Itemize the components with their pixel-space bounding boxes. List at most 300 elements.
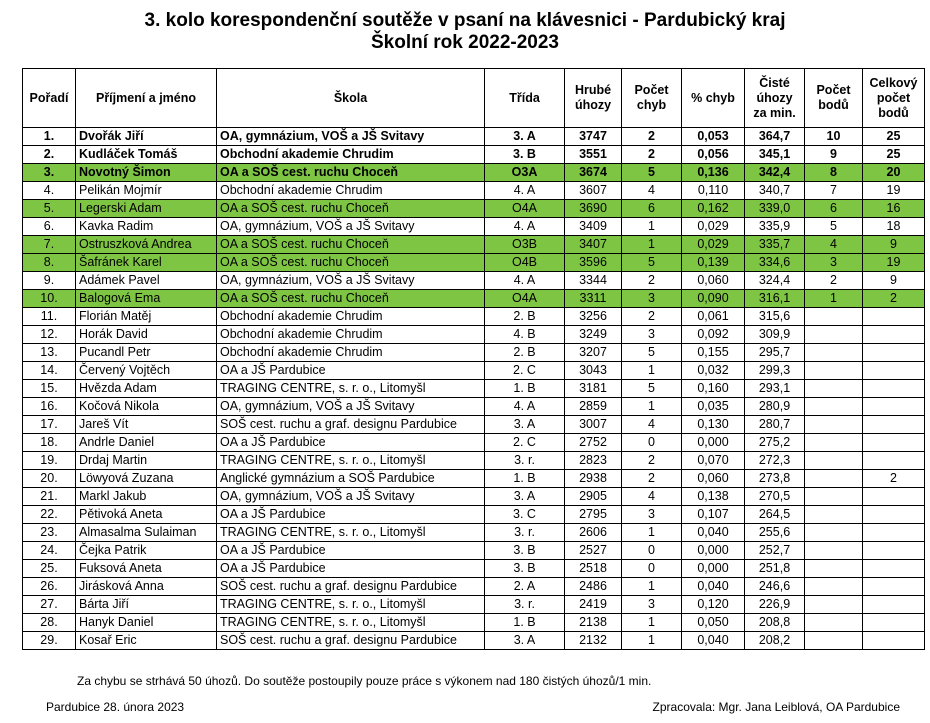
cell-school: OA a JŠ Pardubice: [217, 434, 485, 452]
cell-rank: 18.: [23, 434, 76, 452]
cell-rank: 7.: [23, 236, 76, 254]
cell-errors: 3: [622, 326, 682, 344]
table-row: [23, 164, 925, 182]
cell-rank: 8.: [23, 254, 76, 272]
cell-class: 1. B: [485, 614, 565, 632]
cell-points: [805, 308, 863, 326]
cell-gross: 3249: [565, 326, 622, 344]
header-class: Třída: [485, 69, 565, 128]
cell-rank: 26.: [23, 578, 76, 596]
cell-name: Čejka Patrik: [76, 542, 217, 560]
cell-school: Obchodní akademie Chrudim: [217, 182, 485, 200]
cell-error-pct: 0,130: [682, 416, 745, 434]
cell-class: O4A: [485, 200, 565, 218]
table-row: [23, 506, 925, 524]
cell-total: [863, 488, 925, 506]
cell-rank: 15.: [23, 380, 76, 398]
cell-class: 1. B: [485, 470, 565, 488]
cell-error-pct: 0,053: [682, 128, 745, 146]
cell-total: [863, 542, 925, 560]
cell-total: 16: [863, 200, 925, 218]
cell-net: 324,4: [745, 272, 805, 290]
header-total: Celkový počet bodů: [863, 69, 925, 128]
cell-rank: 25.: [23, 560, 76, 578]
cell-class: O3A: [485, 164, 565, 182]
cell-net: 208,8: [745, 614, 805, 632]
cell-total: 9: [863, 272, 925, 290]
cell-total: 9: [863, 236, 925, 254]
cell-school: OA a JŠ Pardubice: [217, 560, 485, 578]
cell-school: OA a SOŠ cest. ruchu Choceň: [217, 200, 485, 218]
cell-total: 2: [863, 290, 925, 308]
cell-rank: 29.: [23, 632, 76, 650]
cell-name: Fuksová Aneta: [76, 560, 217, 578]
cell-points: [805, 470, 863, 488]
cell-net: 226,9: [745, 596, 805, 614]
cell-net: 251,8: [745, 560, 805, 578]
cell-errors: 4: [622, 488, 682, 506]
cell-class: 4. A: [485, 182, 565, 200]
cell-gross: 2138: [565, 614, 622, 632]
school-year-title: Školní rok 2022-2023: [371, 32, 559, 53]
table-row: [23, 200, 925, 218]
cell-total: [863, 434, 925, 452]
cell-errors: 5: [622, 164, 682, 182]
cell-school: TRAGING CENTRE, s. r. o., Litomyšl: [217, 380, 485, 398]
cell-rank: 10.: [23, 290, 76, 308]
table-row: [23, 614, 925, 632]
cell-errors: 1: [622, 398, 682, 416]
cell-name: Adámek Pavel: [76, 272, 217, 290]
cell-school: OA a JŠ Pardubice: [217, 506, 485, 524]
document-title: 3. kolo korespondenční soutěže v psaní na klávesnici - Pardubický kraj: [144, 10, 786, 31]
table-row: [23, 236, 925, 254]
cell-total: 2: [863, 470, 925, 488]
place-date: Pardubice 28. února 2023: [46, 700, 185, 714]
cell-net: 280,7: [745, 416, 805, 434]
cell-rank: 12.: [23, 326, 76, 344]
cell-error-pct: 0,050: [682, 614, 745, 632]
cell-name: Kudláček Tomáš: [76, 146, 217, 164]
cell-gross: 2752: [565, 434, 622, 452]
cell-errors: 2: [622, 470, 682, 488]
cell-total: [863, 380, 925, 398]
table-row: [23, 218, 925, 236]
cell-total: [863, 578, 925, 596]
cell-name: Pětivoká Aneta: [76, 506, 217, 524]
cell-rank: 24.: [23, 542, 76, 560]
table-header-row: [23, 69, 925, 128]
cell-class: 3. B: [485, 560, 565, 578]
cell-points: 8: [805, 164, 863, 182]
cell-total: 25: [863, 128, 925, 146]
cell-class: 3. B: [485, 542, 565, 560]
cell-total: [863, 524, 925, 542]
cell-error-pct: 0,092: [682, 326, 745, 344]
cell-points: [805, 434, 863, 452]
cell-class: 3. C: [485, 506, 565, 524]
cell-rank: 22.: [23, 506, 76, 524]
cell-rank: 3.: [23, 164, 76, 182]
cell-rank: 5.: [23, 200, 76, 218]
table-row: [23, 254, 925, 272]
cell-name: Florián Matěj: [76, 308, 217, 326]
cell-gross: 2859: [565, 398, 622, 416]
cell-school: TRAGING CENTRE, s. r. o., Litomyšl: [217, 596, 485, 614]
cell-error-pct: 0,136: [682, 164, 745, 182]
table-row: [23, 596, 925, 614]
header-error-pct: % chyb: [682, 69, 745, 128]
cell-name: Balogová Ema: [76, 290, 217, 308]
cell-errors: 2: [622, 272, 682, 290]
cell-total: [863, 416, 925, 434]
cell-total: [863, 632, 925, 650]
cell-net: 280,9: [745, 398, 805, 416]
cell-school: OA a SOŠ cest. ruchu Choceň: [217, 290, 485, 308]
cell-gross: 3607: [565, 182, 622, 200]
cell-errors: 1: [622, 218, 682, 236]
cell-gross: 3007: [565, 416, 622, 434]
cell-school: OA, gymnázium, VOŠ a JŠ Svitavy: [217, 128, 485, 146]
header-gross: Hrubé úhozy: [565, 69, 622, 128]
cell-points: 3: [805, 254, 863, 272]
cell-error-pct: 0,060: [682, 272, 745, 290]
cell-error-pct: 0,160: [682, 380, 745, 398]
cell-gross: 3256: [565, 308, 622, 326]
cell-gross: 3674: [565, 164, 622, 182]
cell-class: 2. B: [485, 308, 565, 326]
table-row: [23, 308, 925, 326]
table-row: [23, 128, 925, 146]
cell-class: 3. A: [485, 632, 565, 650]
cell-error-pct: 0,120: [682, 596, 745, 614]
cell-net: 340,7: [745, 182, 805, 200]
cell-total: [863, 560, 925, 578]
cell-gross: 3311: [565, 290, 622, 308]
cell-name: Löwyová Zuzana: [76, 470, 217, 488]
table-row: [23, 398, 925, 416]
cell-error-pct: 0,035: [682, 398, 745, 416]
table-row: [23, 470, 925, 488]
cell-points: [805, 614, 863, 632]
cell-errors: 4: [622, 182, 682, 200]
cell-net: 342,4: [745, 164, 805, 182]
cell-rank: 16.: [23, 398, 76, 416]
cell-name: Dvořák Jiří: [76, 128, 217, 146]
cell-rank: 19.: [23, 452, 76, 470]
cell-error-pct: 0,000: [682, 434, 745, 452]
cell-gross: 3409: [565, 218, 622, 236]
cell-rank: 9.: [23, 272, 76, 290]
cell-errors: 1: [622, 362, 682, 380]
table-row: [23, 290, 925, 308]
cell-net: 334,6: [745, 254, 805, 272]
cell-name: Ostruszková Andrea: [76, 236, 217, 254]
cell-name: Drdaj Martin: [76, 452, 217, 470]
results-table: [22, 68, 925, 650]
cell-points: 5: [805, 218, 863, 236]
cell-points: [805, 452, 863, 470]
cell-school: Obchodní akademie Chrudim: [217, 344, 485, 362]
cell-name: Bárta Jiří: [76, 596, 217, 614]
cell-points: [805, 398, 863, 416]
cell-rank: 17.: [23, 416, 76, 434]
cell-school: TRAGING CENTRE, s. r. o., Litomyšl: [217, 524, 485, 542]
cell-name: Kavka Radim: [76, 218, 217, 236]
cell-points: [805, 524, 863, 542]
cell-errors: 1: [622, 632, 682, 650]
cell-points: [805, 596, 863, 614]
cell-name: Markl Jakub: [76, 488, 217, 506]
cell-error-pct: 0,040: [682, 632, 745, 650]
cell-school: OA a SOŠ cest. ruchu Choceň: [217, 254, 485, 272]
cell-school: SOŠ cest. ruchu a graf. designu Pardubice: [217, 578, 485, 596]
cell-gross: 2823: [565, 452, 622, 470]
cell-class: 3. r.: [485, 524, 565, 542]
table-row: [23, 524, 925, 542]
cell-errors: 2: [622, 452, 682, 470]
cell-errors: 0: [622, 434, 682, 452]
cell-name: Novotný Šimon: [76, 164, 217, 182]
cell-error-pct: 0,070: [682, 452, 745, 470]
cell-rank: 23.: [23, 524, 76, 542]
cell-error-pct: 0,032: [682, 362, 745, 380]
cell-rank: 6.: [23, 218, 76, 236]
cell-error-pct: 0,029: [682, 236, 745, 254]
cell-errors: 3: [622, 506, 682, 524]
cell-errors: 2: [622, 308, 682, 326]
cell-name: Legerski Adam: [76, 200, 217, 218]
cell-class: O4B: [485, 254, 565, 272]
cell-total: [863, 362, 925, 380]
cell-total: [863, 326, 925, 344]
table-row: [23, 560, 925, 578]
cell-name: Jirásková Anna: [76, 578, 217, 596]
cell-net: 252,7: [745, 542, 805, 560]
author: Zpracovala: Mgr. Jana Leiblová, OA Pardubice: [652, 700, 900, 714]
cell-points: 6: [805, 200, 863, 218]
cell-gross: 3407: [565, 236, 622, 254]
cell-errors: 1: [622, 236, 682, 254]
cell-class: 4. A: [485, 272, 565, 290]
table-row: [23, 578, 925, 596]
cell-errors: 0: [622, 542, 682, 560]
cell-class: 2. C: [485, 434, 565, 452]
cell-name: Hvězda Adam: [76, 380, 217, 398]
cell-error-pct: 0,029: [682, 218, 745, 236]
cell-class: O3B: [485, 236, 565, 254]
cell-name: Kočová Nikola: [76, 398, 217, 416]
table-row: [23, 416, 925, 434]
cell-net: 309,9: [745, 326, 805, 344]
cell-errors: 6: [622, 200, 682, 218]
cell-points: [805, 326, 863, 344]
cell-net: 246,6: [745, 578, 805, 596]
cell-school: SOŠ cest. ruchu a graf. designu Pardubice: [217, 632, 485, 650]
cell-net: 339,0: [745, 200, 805, 218]
cell-total: 19: [863, 182, 925, 200]
cell-points: [805, 578, 863, 596]
cell-class: 4. A: [485, 218, 565, 236]
cell-class: 2. A: [485, 578, 565, 596]
cell-error-pct: 0,162: [682, 200, 745, 218]
cell-total: [863, 308, 925, 326]
cell-school: OA a JŠ Pardubice: [217, 362, 485, 380]
cell-class: 4. A: [485, 398, 565, 416]
cell-school: Obchodní akademie Chrudim: [217, 326, 485, 344]
cell-name: Almasalma Sulaiman: [76, 524, 217, 542]
cell-rank: 20.: [23, 470, 76, 488]
cell-net: 295,7: [745, 344, 805, 362]
cell-gross: 2905: [565, 488, 622, 506]
table-row: [23, 146, 925, 164]
header-rank: Pořadí: [23, 69, 76, 128]
cell-gross: 3690: [565, 200, 622, 218]
cell-gross: 3344: [565, 272, 622, 290]
table-row: [23, 326, 925, 344]
cell-school: OA a SOŠ cest. ruchu Choceň: [217, 164, 485, 182]
cell-school: TRAGING CENTRE, s. r. o., Litomyšl: [217, 452, 485, 470]
cell-error-pct: 0,040: [682, 524, 745, 542]
cell-gross: 2795: [565, 506, 622, 524]
cell-rank: 28.: [23, 614, 76, 632]
cell-net: 275,2: [745, 434, 805, 452]
cell-gross: 2419: [565, 596, 622, 614]
cell-school: OA, gymnázium, VOŠ a JŠ Svitavy: [217, 218, 485, 236]
cell-school: Obchodní akademie Chrudim: [217, 308, 485, 326]
table-row: [23, 632, 925, 650]
cell-class: 2. C: [485, 362, 565, 380]
cell-total: 19: [863, 254, 925, 272]
cell-gross: 3181: [565, 380, 622, 398]
cell-errors: 2: [622, 128, 682, 146]
table-row: [23, 344, 925, 362]
cell-school: OA, gymnázium, VOŠ a JŠ Svitavy: [217, 272, 485, 290]
cell-gross: 2938: [565, 470, 622, 488]
cell-errors: 1: [622, 524, 682, 542]
cell-error-pct: 0,107: [682, 506, 745, 524]
cell-school: SOŠ cest. ruchu a graf. designu Pardubice: [217, 416, 485, 434]
cell-errors: 3: [622, 290, 682, 308]
cell-errors: 5: [622, 254, 682, 272]
cell-school: OA a SOŠ cest. ruchu Choceň: [217, 236, 485, 254]
cell-rank: 11.: [23, 308, 76, 326]
cell-errors: 5: [622, 344, 682, 362]
cell-rank: 2.: [23, 146, 76, 164]
cell-total: 25: [863, 146, 925, 164]
cell-points: 7: [805, 182, 863, 200]
cell-points: [805, 380, 863, 398]
cell-points: [805, 542, 863, 560]
cell-gross: 2527: [565, 542, 622, 560]
header-name: Příjmení a jméno: [76, 69, 217, 128]
cell-points: 2: [805, 272, 863, 290]
cell-rank: 4.: [23, 182, 76, 200]
cell-points: [805, 488, 863, 506]
cell-error-pct: 0,110: [682, 182, 745, 200]
cell-name: Horák David: [76, 326, 217, 344]
cell-school: Obchodní akademie Chrudim: [217, 146, 485, 164]
cell-class: 3. A: [485, 416, 565, 434]
cell-gross: 2132: [565, 632, 622, 650]
cell-name: Pucandl Petr: [76, 344, 217, 362]
cell-class: 3. r.: [485, 596, 565, 614]
cell-errors: 1: [622, 614, 682, 632]
cell-gross: 3207: [565, 344, 622, 362]
cell-class: 2. B: [485, 344, 565, 362]
cell-rank: 14.: [23, 362, 76, 380]
cell-rank: 27.: [23, 596, 76, 614]
cell-name: Jareš Vít: [76, 416, 217, 434]
cell-school: Anglické gymnázium a SOŠ Pardubice: [217, 470, 485, 488]
cell-errors: 3: [622, 596, 682, 614]
cell-gross: 3747: [565, 128, 622, 146]
cell-class: O4A: [485, 290, 565, 308]
cell-school: OA, gymnázium, VOŠ a JŠ Svitavy: [217, 488, 485, 506]
cell-net: 345,1: [745, 146, 805, 164]
cell-total: [863, 344, 925, 362]
cell-name: Kosař Eric: [76, 632, 217, 650]
cell-net: 335,9: [745, 218, 805, 236]
cell-name: Červený Vojtěch: [76, 362, 217, 380]
cell-gross: 2518: [565, 560, 622, 578]
cell-class: 3. A: [485, 128, 565, 146]
scoring-note: Za chybu se strhává 50 úhozů. Do soutěže postoupily pouze práce s výkonem nad 180 čistých úhozů/1 min.: [77, 674, 652, 688]
cell-total: [863, 614, 925, 632]
cell-error-pct: 0,056: [682, 146, 745, 164]
table-row: [23, 182, 925, 200]
cell-name: Andrle Daniel: [76, 434, 217, 452]
cell-class: 4. B: [485, 326, 565, 344]
cell-name: Šafránek Karel: [76, 254, 217, 272]
cell-total: [863, 506, 925, 524]
cell-class: 1. B: [485, 380, 565, 398]
cell-school: OA, gymnázium, VOŠ a JŠ Svitavy: [217, 398, 485, 416]
cell-error-pct: 0,138: [682, 488, 745, 506]
cell-points: [805, 506, 863, 524]
cell-points: [805, 416, 863, 434]
cell-gross: 3596: [565, 254, 622, 272]
cell-errors: 4: [622, 416, 682, 434]
cell-error-pct: 0,139: [682, 254, 745, 272]
cell-total: [863, 398, 925, 416]
cell-net: 299,3: [745, 362, 805, 380]
cell-net: 315,6: [745, 308, 805, 326]
cell-rank: 13.: [23, 344, 76, 362]
cell-name: Pelikán Mojmír: [76, 182, 217, 200]
header-points: Počet bodů: [805, 69, 863, 128]
cell-error-pct: 0,000: [682, 542, 745, 560]
cell-total: [863, 596, 925, 614]
cell-net: 264,5: [745, 506, 805, 524]
cell-points: [805, 560, 863, 578]
cell-school: OA a JŠ Pardubice: [217, 542, 485, 560]
cell-rank: 1.: [23, 128, 76, 146]
cell-points: 1: [805, 290, 863, 308]
cell-error-pct: 0,000: [682, 560, 745, 578]
cell-errors: 1: [622, 578, 682, 596]
cell-net: 273,8: [745, 470, 805, 488]
cell-points: 4: [805, 236, 863, 254]
table-row: [23, 542, 925, 560]
cell-net: 293,1: [745, 380, 805, 398]
cell-total: 18: [863, 218, 925, 236]
cell-errors: 5: [622, 380, 682, 398]
table-row: [23, 452, 925, 470]
cell-net: 208,2: [745, 632, 805, 650]
cell-class: 3. B: [485, 146, 565, 164]
cell-gross: 3551: [565, 146, 622, 164]
